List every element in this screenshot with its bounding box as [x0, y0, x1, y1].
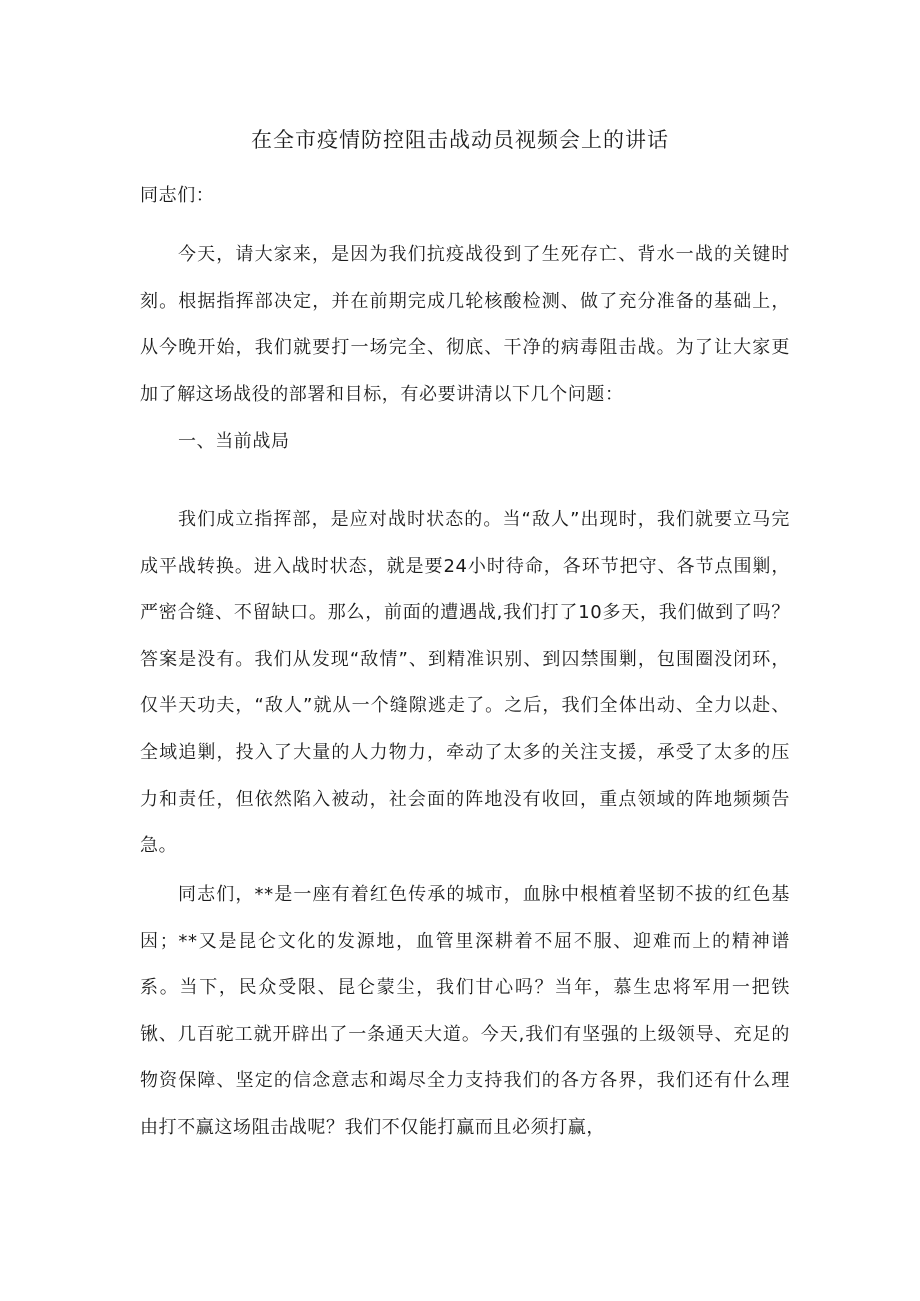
paragraph-current-situation: 我们成立指挥部，是应对战时状态的。当“敌人”出现时，我们就要立马完成平战转换。进入战时状态，就是要24小时待命，各环节把守、各节点围剿，严密合缝、不留缺口。那么，前面的遭遇战,我们打了10多天，我们做到了吗？答案是没有。我们从发现“敌情”、到精准识别、到囚禁围剿，包围圈没闭环，仅半天功夫，“敌人”就从一个缝隙逃走了。之后，我们全体出动、全力以赴、全域追剿，投入了大量的人力物力，牵动了太多的关注支援，承受了太多的压力和责任，但依然陷入被动，社会面的阵地没有收回，重点领域的阵地频频告急。: [140, 509, 790, 857]
salutation: 同志们：: [140, 185, 215, 206]
section-heading: 一、当前战局: [178, 431, 290, 452]
paragraph-city-spirit: 同志们，**是一座有着红色传承的城市，血脉中根植着坚韧不拔的红色基因；**又是昆仑文化的发源地，血管里深耕着不屈不服、迎难而上的精神谱系。当下，民众受限、昆仑蒙尘，我们甘心吗？当年，慕生忠将军用一把铁锹、几百驼工就开辟出了一条通天大道。今天,我们有坚强的上级领导、充足的物资保障、坚定的信念意志和竭尽全力支持我们的各方各界，我们还有什么理由打不赢这场阻击战呢？我们不仅能打赢而且必须打赢，: [140, 884, 790, 1138]
document-title: 在全市疫情防控阻击战动员视频会上的讲话: [251, 128, 669, 152]
paragraph-intro: 今天，请大家来，是因为我们抗疫战役到了生死存亡、背水一战的关键时刻。根据指挥部决定，并在前期完成几轮核酸检测、做了充分准备的基础上，从今晚开始，我们就要打一场完全、彻底、干净的病毒阻击战。为了让大家更加了解这场战役的部署和目标，有必要讲清以下几个问题：: [140, 244, 790, 405]
